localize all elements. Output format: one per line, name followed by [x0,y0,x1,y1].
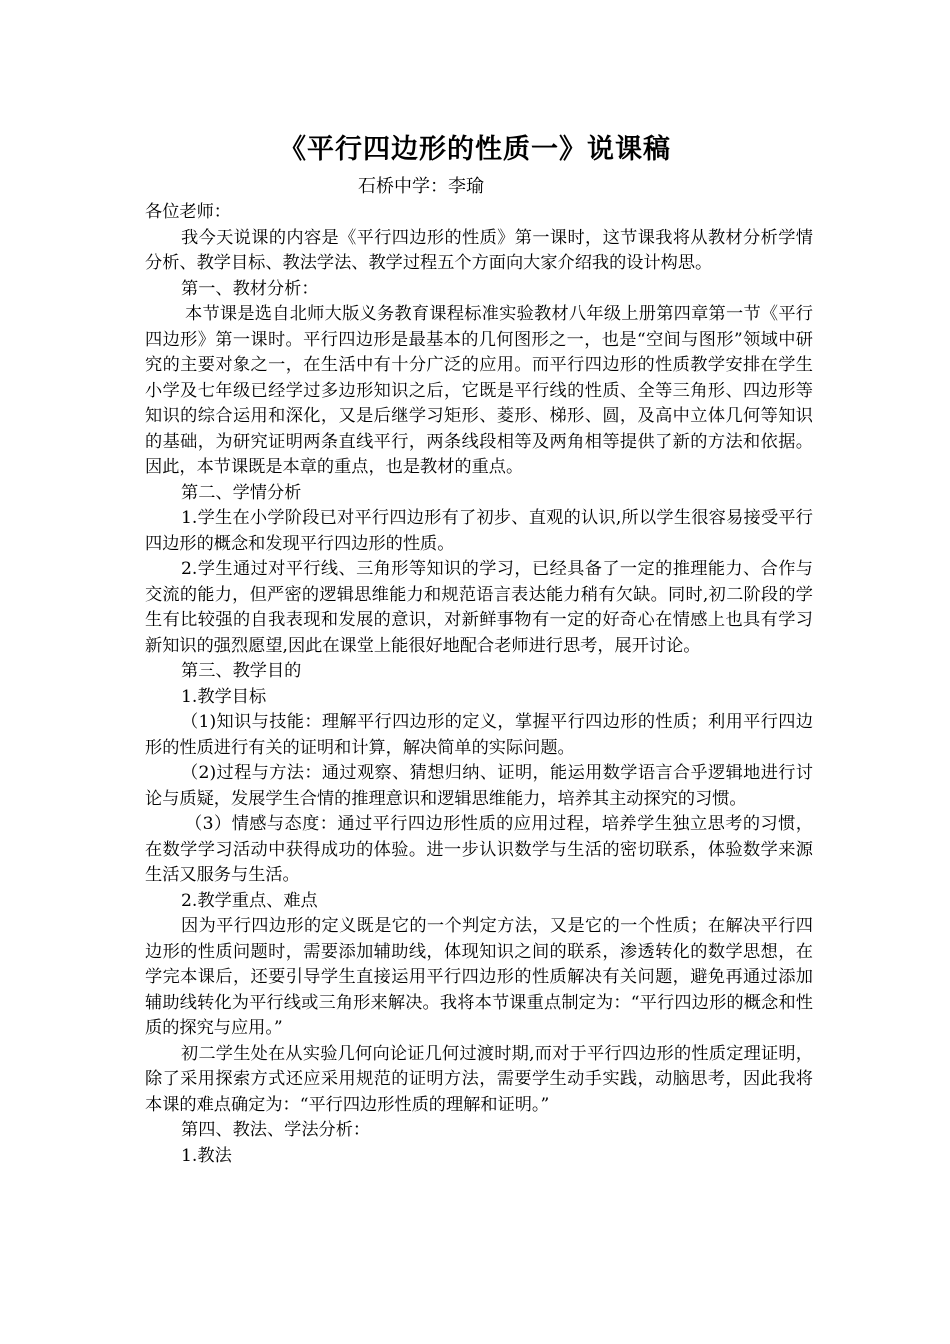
paragraph-textbook-analysis: 本节课是选自北师大版义务教育课程标准实验教材八年级上册第四章第一节《平行四边形》第一课时。平行四边形是最基本的几何图形之一，也是“空间与图形”领域中研究的主要对象之一，在生活中有十分广泛的应用。而平行四边形的性质教学安排在学生小学及七年级已经学过多边形知识之后，它既是平行线的性质、全等三角形、四边形等知识的综合运用和深化，又是后继学习矩形、菱形、梯形、圆，及高中立体几何等知识的基础，为研究证明两条直线平行，两条线段相等及两角相等提供了新的方法和依据。因此，本节课既是本章的重点，也是教材的重点。 [145,304,813,477]
subheading-teaching-method: 1.教法 [181,1145,232,1166]
author-line: 石桥中学：李瑜 [358,176,484,197]
salutation: 各位老师： [145,202,231,222]
document-title: 《平行四边形的性质一》说课稿 [279,134,671,165]
paragraph-difficulty: 初二学生处在从实验几何向论证几何过渡时期,而对于平行四边形的性质定理证明，除了采用探索方式还应采用规范的证明方法，需要学生动手实践，动脑思考，因此我将本课的难点确定为：“平行四边形性质的理解和证明。” [145,1043,813,1115]
paragraph-student-analysis-2: 2.学生通过对平行线、三角形等知识的学习，已经具备了一定的推理能力、合作与交流的能力，但严密的逻辑思维能力和规范语言表达能力稍有欠缺。同时,初二阶段的学生有比较强的自我表现和发展的意识，对新鲜事物有一定的好奇心在情感上也具有学习新知识的强烈愿望,因此在课堂上能很好地配合老师进行思考，展开讨论。 [145,559,813,656]
subheading-key-points: 2.教学重点、难点 [181,890,318,911]
document-body [145,200,813,1169]
paragraph-student-analysis-1: 1.学生在小学阶段已对平行四边形有了初步、直观的认识,所以学生很容易接受平行四边形的概念和发现平行四边形的性质。 [145,508,813,554]
section-heading-2: 第二、学情分析 [181,482,302,503]
paragraph-goal-knowledge: （1)知识与技能：理解平行四边形的定义，掌握平行四边形的性质；利用平行四边形的性质进行有关的证明和计算，解决简单的实际问题。 [145,712,813,758]
section-heading-3: 第三、教学目的 [181,661,302,681]
paragraph-goal-process: （2)过程与方法：通过观察、猜想归纳、证明，能运用数学语言合乎逻辑地进行讨论与质疑，发展学生合情的推理意识和逻辑思维能力，培养其主动探究的习惯。 [145,763,813,809]
section-heading-1: 第一、教材分析： [181,278,319,299]
subheading-teaching-goals: 1.教学目标 [181,686,267,707]
paragraph-key-point: 因为平行四边形的定义既是它的一个判定方法，又是它的一个性质；在解决平行四边形的性质问题时，需要添加辅助线，体现知识之间的联系，渗透转化的数学思想，在学完本课后，还要引导学生直接运用平行四边形的性质解决有关问题，避免再通过添加辅助线转化为平行线或三角形来解决。我将本节课重点制定为：“平行四边形的概念和性质的探究与应用。” [145,916,813,1038]
paragraph-goal-emotion: （3）情感与态度：通过平行四边形性质的应用过程，培养学生独立思考的习惯，在数学学习活动中获得成功的体验。进一步认识数学与生活的密切联系，体验数学来源生活又服务与生活。 [145,814,813,885]
section-heading-4: 第四、教法、学法分析： [181,1120,371,1140]
paragraph-intro: 我今天说课的内容是《平行四边形的性质》第一课时，这节课我将从教材分析学情分析、教学目标、教法学法、教学过程五个方面向大家介绍我的设计构思。 [145,227,813,273]
